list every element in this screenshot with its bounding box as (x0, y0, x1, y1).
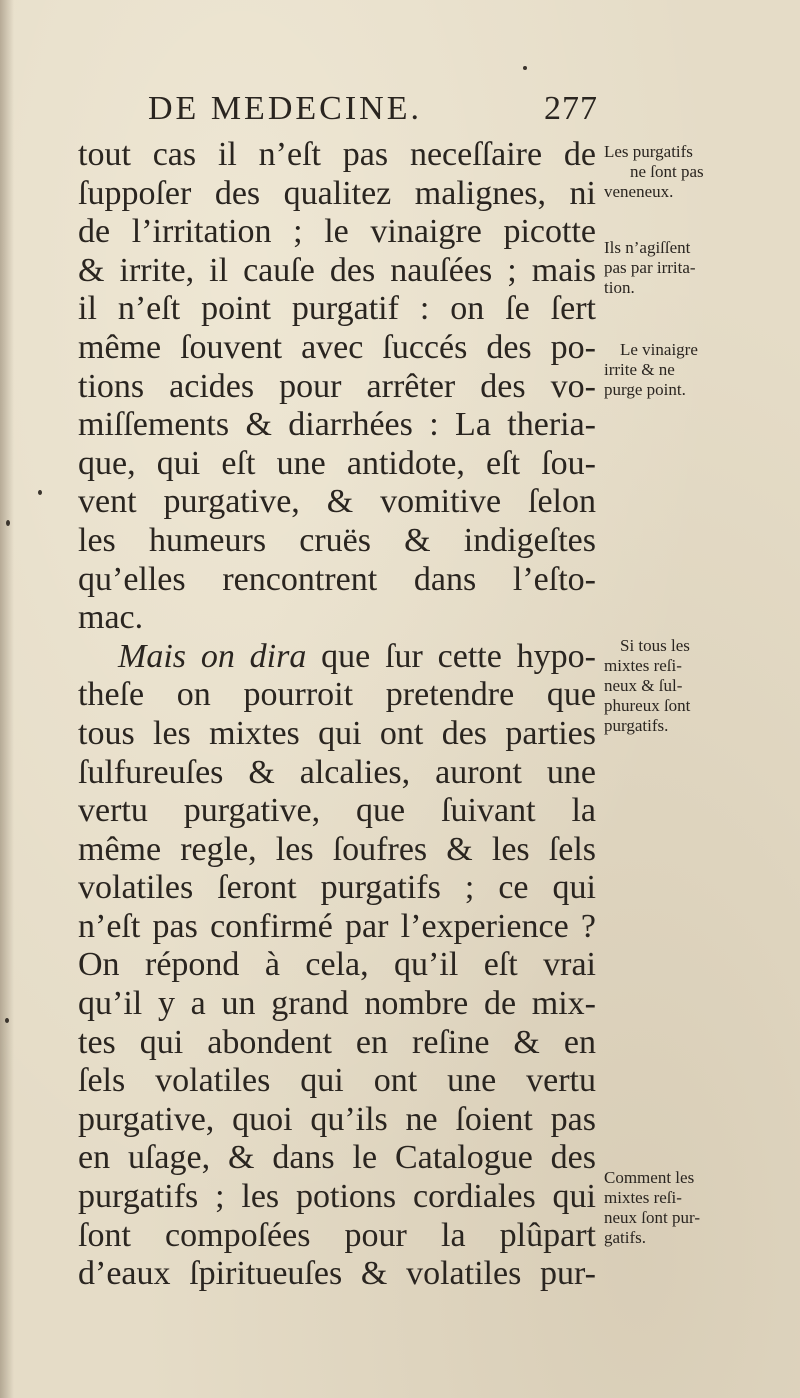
text-line: qu’elles rencontrent dans l’eſto- (78, 560, 596, 598)
text-line: tions acides pour arrêter des vo- (78, 367, 596, 405)
text-line: vertu purgative, que ſuivant la (78, 792, 596, 830)
margin-note-line: Si tous les (620, 636, 690, 655)
margin-note-line: Comment les (604, 1168, 695, 1187)
text-line: miſſements & diarrhées : La theria- (78, 406, 596, 444)
margin-note (604, 238, 784, 298)
text-line: volatiles ſeront purgatifs ; ce qui (78, 869, 596, 907)
text-line: il n’eſt point purgatif : on ſe ſert (78, 290, 596, 328)
margin-note-line: Ils n’agiſſent (604, 238, 691, 257)
running-header (148, 90, 598, 134)
paragraph-first-line (78, 638, 596, 677)
margin-note (604, 1168, 784, 1248)
ink-speck (5, 1018, 9, 1023)
line-remainder: que ſur cette hypo- (321, 637, 596, 675)
margin-note-line: pas par irrita- (604, 258, 696, 277)
ink-speck (6, 520, 10, 526)
text-line: tous les mixtes qui ont des parties (78, 714, 596, 752)
text-line: tout cas il n’eſt pas neceſſaire de (78, 136, 596, 173)
margin-note-line: neux ſont pur- (604, 1208, 700, 1227)
margin-note (604, 142, 784, 202)
margin-note-line: neux & ſul- (604, 676, 683, 695)
text-line: ſont compoſées pour la plûpart (78, 1216, 596, 1254)
text-line: purgative, quoi qu’ils ne ſoient pas (78, 1100, 596, 1138)
text-line: qu’il y a un grand nombre de mix- (78, 985, 596, 1023)
margin-note-line: phureux ſont (604, 696, 691, 715)
running-title: DE MEDECINE. (148, 90, 422, 127)
text-line: en uſage, & dans le Catalogue des (78, 1139, 596, 1177)
margin-note-line: mixtes reſi- (604, 1188, 682, 1207)
text-line: On répond à cela, qu’il eſt vrai (78, 946, 596, 984)
text-line: de l’irritation ; le vinaigre picotte (78, 213, 596, 251)
text-line: purgatifs ; les potions cordiales qui (78, 1178, 596, 1216)
margin-note (604, 636, 784, 736)
text-line: d’eaux ſpiritueuſes & volatiles pur- (78, 1255, 596, 1293)
margin-note-line: gatifs. (604, 1228, 647, 1247)
margin-note-line: purge point. (604, 380, 686, 399)
text-line: & irrite, il cauſe des nauſées ; mais (78, 251, 596, 289)
ink-speck (523, 66, 527, 70)
margin-note-line: Les purgatifs (604, 142, 693, 161)
text-line: mac. (78, 599, 144, 637)
text-line: vent purgative, & vomitive ſelon (78, 483, 596, 521)
text-line: n’eſt pas confirmé par l’experience ? (78, 907, 596, 945)
text-line: ſels volatiles qui ont une vertu (78, 1062, 596, 1100)
page-number: 277 (544, 90, 598, 127)
margin-note-line: Le vinaigre (620, 340, 698, 359)
text-line: que, qui eſt une antidote, eſt ſou- (78, 444, 596, 482)
margin-note-line: veneneux. (604, 182, 674, 201)
text-line: ſuppoſer des qualitez malignes, ni (78, 174, 596, 212)
margin-note-line: mixtes reſi- (604, 656, 682, 675)
text-line: même ſouvent avec ſuccés des po- (78, 328, 596, 366)
text-line: ſulfureuſes & alcalies, auront une (78, 753, 596, 791)
gutter-shadow (0, 0, 14, 1398)
text-line: les humeurs cruës & indigeſtes (78, 521, 596, 559)
text-line: tes qui abondent en reſine & en (78, 1023, 596, 1061)
margin-note-line: purgatifs. (604, 716, 669, 735)
text-line: même regle, les ſoufres & les ſels (78, 830, 596, 868)
margin-note-line: tion. (604, 278, 635, 297)
margin-note (604, 340, 784, 400)
body-text (78, 136, 596, 1294)
italic-lead: Mais on dira (118, 637, 307, 675)
margin-note-line: ne ſont pas (630, 162, 704, 181)
text-line: theſe on pourroit pretendre que (78, 676, 596, 714)
ink-speck (38, 490, 42, 495)
margin-note-line: irrite & ne (604, 360, 675, 379)
